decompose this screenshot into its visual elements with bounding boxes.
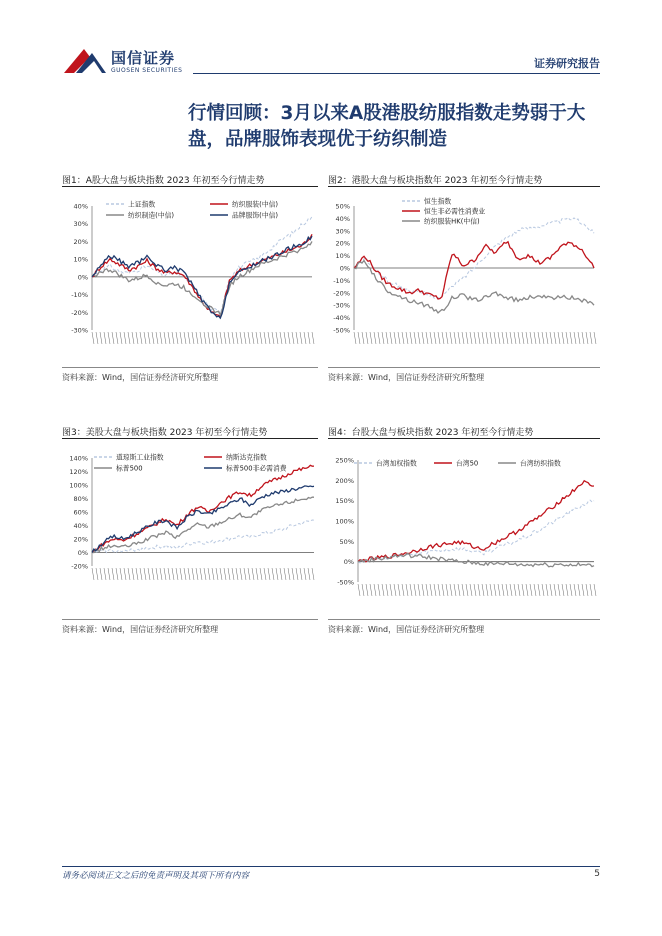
y-tick-label: 50% [339,537,354,546]
series-line [358,481,594,562]
figure-3-chart [62,442,318,612]
y-tick-label: 50% [335,202,350,211]
legend-label: 台湾纺织指数 [520,459,561,468]
y-tick-label: 0% [343,558,354,567]
y-tick-label: 100% [335,517,354,526]
footer-divider [62,866,600,867]
figure-4-chart [328,442,600,612]
y-tick-label: -50% [337,578,354,587]
y-tick-label: -20% [71,308,88,317]
legend-label: 台湾加权指数 [376,459,417,468]
y-tick-label: 0% [77,273,88,282]
y-tick-label: 30% [73,220,88,229]
y-tick-label: 140% [69,454,88,463]
figure-3-top-rule [62,438,318,439]
series-line [92,241,312,315]
x-date-tick-band [358,584,596,596]
legend-label: 标普500非必需消费 [226,464,287,473]
legend-label: 台湾50 [456,459,479,468]
legend-label: 道琼斯工业指数 [116,453,164,462]
legend-label: 纺织服装(中信) [232,200,279,209]
y-tick-label: 40% [73,522,88,530]
series-line [354,218,594,299]
x-date-tick-band [92,568,314,580]
y-tick-label: 20% [73,237,88,246]
figure-1-bottom-rule [62,367,318,368]
y-tick-label: 20% [73,535,88,544]
legend-label: 品牌服饰(中信) [232,211,279,220]
figure-3-title: 图3：美股大盘与板块指数 2023 年初至今行情走势 [62,428,268,438]
series-line [92,465,314,552]
report-label: 证券研究报告 [534,57,600,70]
figure-4-source: 资料来源：Wind，国信证券经济研究所整理 [328,625,485,634]
y-tick-label: -30% [333,301,350,310]
y-tick-label: -20% [71,562,88,571]
legend-label: 纳斯达克指数 [226,453,267,462]
y-tick-label: -40% [333,314,350,323]
y-tick-label: 150% [335,497,354,506]
y-tick-label: 30% [335,227,350,236]
figure-4-bottom-rule [328,619,600,620]
legend-label: 恒生非必需性消费业 [424,207,486,216]
y-tick-label: -30% [71,326,88,335]
y-tick-label: 200% [335,476,354,485]
page-number: 5 [594,869,600,879]
figure-2-source: 资料来源：Wind，国信证券经济研究所整理 [328,373,485,382]
y-tick-label: 40% [335,214,350,223]
y-tick-label: -10% [71,291,88,300]
figure-3-source: 资料来源：Wind，国信证券经济研究所整理 [62,625,219,634]
y-tick-label: 0% [339,264,350,273]
figure-1-title: 图1：A股大盘与板块指数 2023 年初至今行情走势 [62,176,265,186]
footer-disclaimer: 请务必阅读正文之后的免责声明及其项下所有内容 [62,871,250,881]
figure-1-top-rule [62,186,318,187]
y-tick-label: 60% [73,508,88,517]
legend-label: 纺织服装HK(中信) [424,217,480,226]
figure-3-bottom-rule [62,619,318,620]
figure-4-title: 图4：台股大盘与板块指数 2023 年初至今行情走势 [328,428,534,438]
y-tick-label: -20% [333,289,350,298]
series-line [92,234,312,316]
figure-2-chart [328,190,600,360]
x-date-tick-band [92,332,314,344]
y-tick-label: 40% [73,202,88,211]
legend-label: 上证指数 [128,200,156,209]
figure-2-top-rule [328,186,600,187]
logo-name-cn: 国信证券 [111,49,176,67]
y-tick-label: 100% [69,481,88,490]
y-tick-label: 20% [335,239,350,248]
y-tick-label: 10% [73,255,88,264]
logo-name-en: GUOSEN SECURITIES [111,67,183,74]
figure-2-title: 图2：港股大盘与板块指数年 2023 年初至今行情走势 [328,176,543,186]
y-tick-label: 80% [73,495,88,503]
y-tick-label: 10% [335,252,350,261]
series-line [354,242,594,299]
y-tick-label: -50% [333,326,350,335]
y-tick-label: -10% [333,276,350,285]
legend-label: 恒生指数 [424,197,452,206]
y-tick-label: 120% [69,468,88,476]
series-line [92,486,314,553]
figure-4-top-rule [328,438,600,439]
y-tick-label: 0% [77,549,88,557]
legend-label: 标普500 [116,464,143,473]
page-title: 行情回顾：3月以来A股港股纺服指数走势弱于大盘，品牌服饰表现优于纺织制造 [188,103,586,150]
x-date-tick-band [354,332,596,344]
y-tick-label: 250% [335,456,354,465]
figure-1-source: 资料来源：Wind，国信证券经济研究所整理 [62,373,219,382]
header-divider [193,73,600,74]
guosen-logo-icon [62,43,108,77]
figure-1-chart [62,190,318,360]
figure-2-bottom-rule [328,367,600,368]
series-line [358,554,594,567]
legend-label: 纺织制造(中信) [128,211,175,220]
